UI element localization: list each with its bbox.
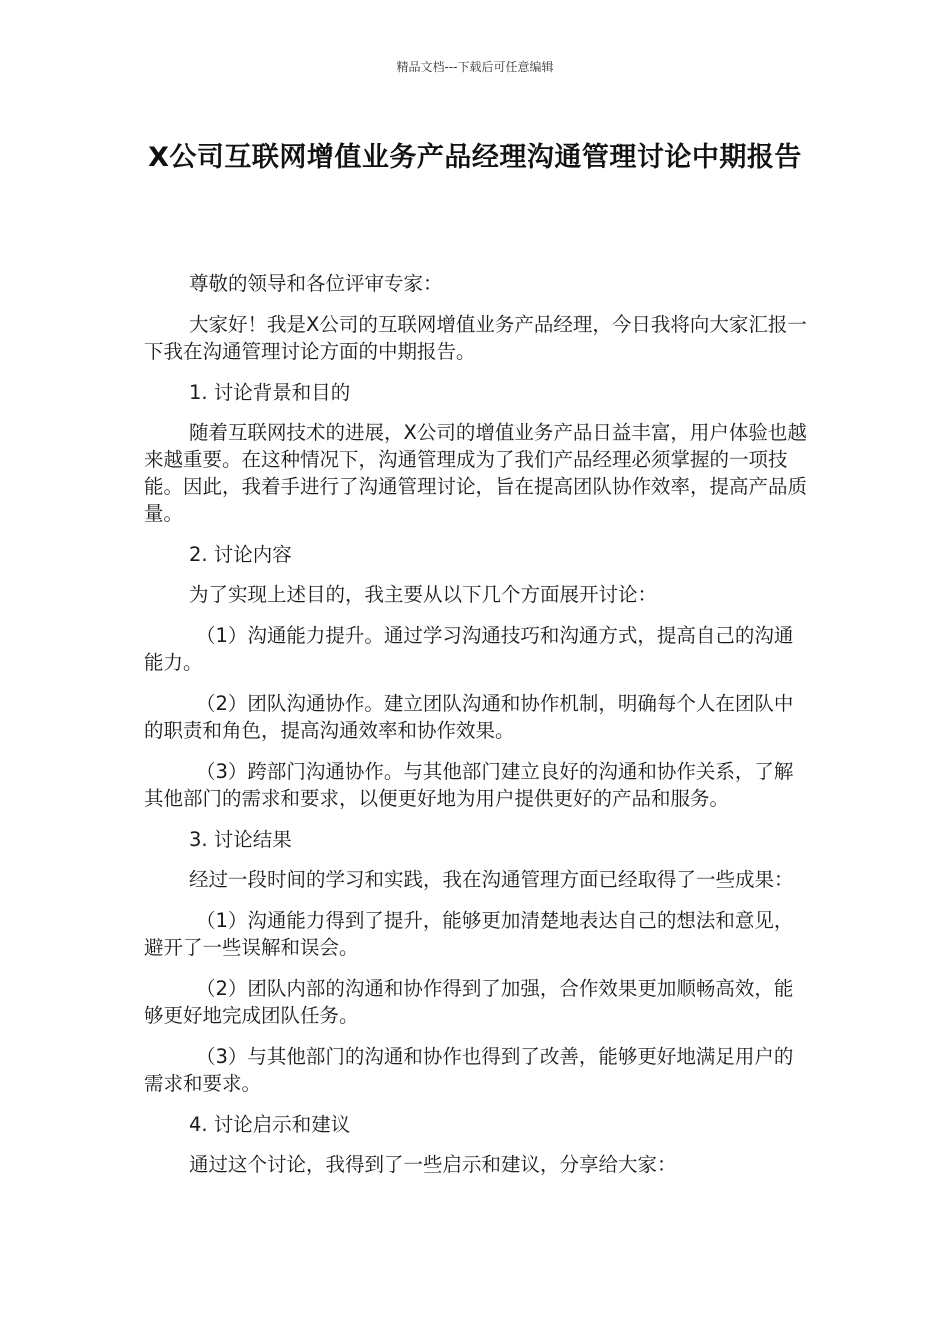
section-heading-background: 1. 讨论背景和目的	[189, 381, 351, 404]
content-item-3: （3）跨部门沟通协作。与其他部门建立良好的沟通和协作关系，了解其他部门的需求和要求，以便更好地为用户提供更好的产品和服务。	[144, 760, 794, 810]
section-heading-content: 2. 讨论内容	[189, 543, 292, 566]
result-item-3: （3）与其他部门的沟通和协作也得到了改善，能够更好地满足用户的需求和要求。	[144, 1045, 794, 1095]
content-item-1: （1）沟通能力提升。通过学习沟通技巧和沟通方式，提高自己的沟通能力。	[144, 624, 794, 674]
result-item-2: （2）团队内部的沟通和协作得到了加强，合作效果更加顺畅高效，能够更好地完成团队任务。	[144, 977, 794, 1027]
page-header: 精品文档---下载后可任意编辑	[396, 60, 554, 74]
document-body	[144, 270, 812, 1192]
section-heading-results: 3. 讨论结果	[189, 828, 292, 851]
result-item-1: （1）沟通能力得到了提升，能够更加清楚地表达自己的想法和意见，避开了一些误解和误会。	[144, 909, 794, 959]
section-heading-insights: 4. 讨论启示和建议	[189, 1113, 351, 1136]
salutation: 尊敬的领导和各位评审专家：	[189, 272, 443, 295]
document-title: X公司互联网增值业务产品经理沟通管理讨论中期报告	[148, 142, 802, 173]
background-paragraph: 随着互联网技术的进展，X公司的增值业务产品日益丰富，用户体验也越来越重要。在这种情况下，沟通管理成为了我们产品经理必须掌握的一项技能。因此，我着手进行了沟通管理讨论，旨在提高团队协作效率，提高产品质量。	[144, 421, 808, 525]
insights-intro-paragraph: 通过这个讨论，我得到了一些启示和建议，分享给大家：	[189, 1153, 677, 1176]
results-intro-paragraph: 经过一段时间的学习和实践，我在沟通管理方面已经取得了一些成果：	[189, 868, 794, 891]
content-intro-paragraph: 为了实现上述目的，我主要从以下几个方面展开讨论：	[189, 583, 658, 606]
intro-paragraph: 大家好！我是X公司的互联网增值业务产品经理，今日我将向大家汇报一下我在沟通管理讨论方面的中期报告。	[144, 313, 807, 363]
content-item-2: （2）团队沟通协作。建立团队沟通和协作机制，明确每个人在团队中的职责和角色，提高沟通效率和协作效果。	[144, 692, 794, 742]
